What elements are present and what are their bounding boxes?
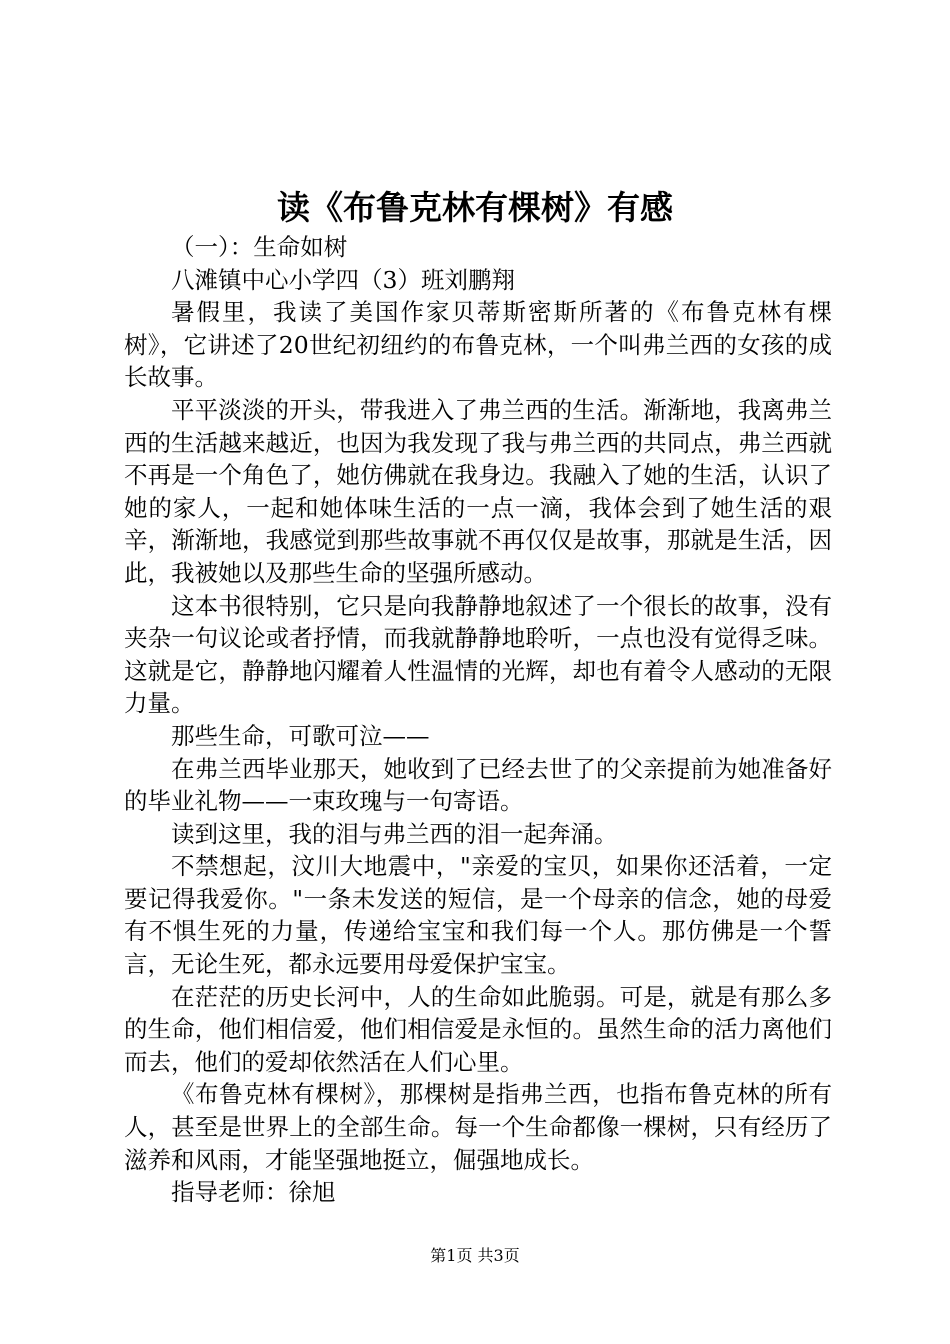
section-heading: （一）：生命如树: [171, 233, 348, 261]
document-body: [124, 231, 832, 1209]
paragraph: 暑假里，我读了美国作家贝蒂斯密斯所著的《布鲁克林有棵树》，它讲述了20世纪初纽约的布鲁克林，一个叫弗兰西的女孩的成长故事。: [124, 298, 832, 392]
paragraph: 平平淡淡的开头，带我进入了弗兰西的生活。渐渐地，我离弗兰西的生活越来越近，也因为我发现了我与弗兰西的共同点，弗兰西就不再是一个角色了，她仿佛就在我身边。我融入了她的生活，认识了她的家人，一起和她体味生活的一点一滴，我体会到了她生活的艰辛，渐渐地，我感觉到那些故事就不再仅仅是故事，那就是生活，因此，我被她以及那些生命的坚强所感动。: [124, 395, 832, 587]
paragraph: 这本书很特别，它只是向我静静地叙述了一个很长的故事，没有夹杂一句议论或者抒情，而我就静静地聆听，一点也没有觉得乏味。这就是它，静静地闪耀着人性温情的光辉，却也有着令人感动的无限力量。: [124, 591, 832, 718]
page-footer: 第1页 共3页: [430, 1246, 520, 1265]
teacher-line: 指导老师：徐旭: [171, 1178, 336, 1207]
paragraph: 那些生命，可歌可泣——: [171, 721, 430, 750]
author-line: 八滩镇中心小学四（3）班刘鹏翔: [171, 265, 515, 294]
paragraph: 在茫茫的历史长河中，人的生命如此脆弱。可是，就是有那么多的生命，他们相信爱，他们相信爱是永恒的。虽然生命的活力离他们而去，他们的爱却依然活在人们心里。: [124, 982, 832, 1076]
paragraph: 不禁想起，汶川大地震中，"亲爱的宝贝，如果你还活着，一定要记得我爱你。"一条未发送的短信，是一个母亲的信念，她的母爱有不惧生死的力量，传递给宝宝和我们每一个人。那仿佛是一个誓言，无论生死，都永远要用母爱保护宝宝。: [124, 852, 832, 979]
paragraph: 《布鲁克林有棵树》，那棵树是指弗兰西，也指布鲁克林的所有人，甚至是世界上的全部生命。每一个生命都像一棵树，只有经历了滋养和风雨，才能坚强地挺立，倔强地成长。: [124, 1080, 832, 1174]
page-title: 读《布鲁克林有棵树》有感: [277, 188, 673, 227]
paragraph: 读到这里，我的泪与弗兰西的泪一起奔涌。: [171, 819, 618, 848]
paragraph: 在弗兰西毕业那天，她收到了已经去世了的父亲提前为她准备好的毕业礼物——一束玫瑰与一句寄语。: [124, 754, 832, 816]
